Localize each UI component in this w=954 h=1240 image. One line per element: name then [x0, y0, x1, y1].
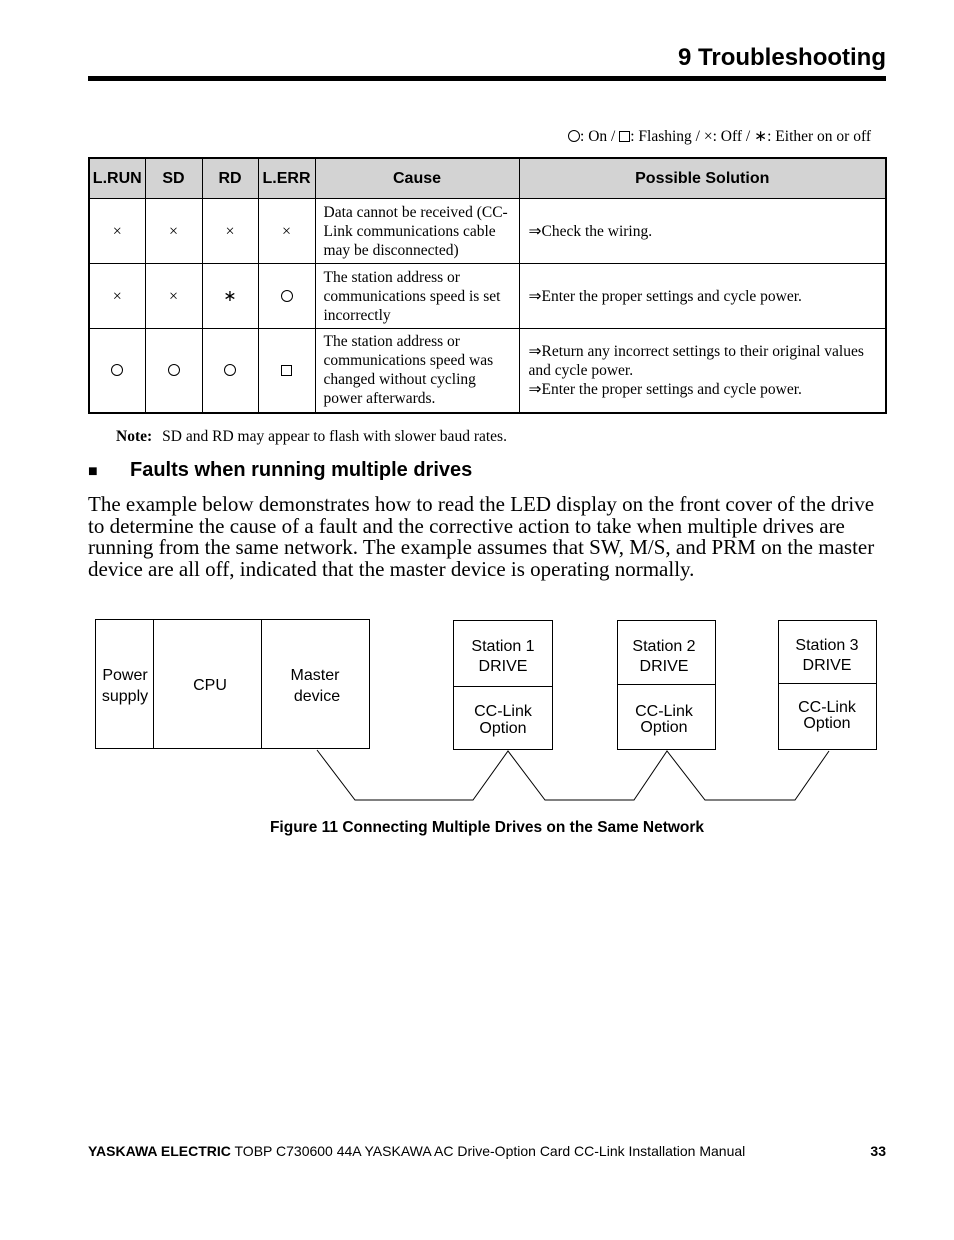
legend-on-label: : On / [580, 128, 620, 145]
note-label: Note: [116, 428, 153, 445]
diagram-label: supply [101, 688, 149, 705]
led-troubleshooting-table [88, 157, 887, 414]
diagram-label: CC-Link [798, 699, 856, 716]
diagram-label: Station 2 [632, 638, 696, 655]
station-2-option [635, 703, 694, 736]
cause-cell: The station address or communications speed was changed without cycling power afterwards. [315, 329, 519, 413]
led-on-symbol [568, 130, 580, 142]
page-title: 9 Troubleshooting [678, 44, 886, 71]
diagram-label: Power [102, 667, 148, 684]
page-number: 33 [870, 1143, 886, 1159]
led-state-cell [258, 264, 315, 329]
table-row [89, 264, 886, 329]
led-off-symbol: × [112, 222, 122, 240]
led-on-symbol [224, 364, 236, 376]
legend-either-label: : Either on or off [767, 128, 871, 145]
diagram-label: CPU [193, 677, 227, 694]
footer-brand: YASKAWA ELECTRIC [88, 1143, 231, 1159]
column-header-lrun: L.RUN [89, 158, 145, 199]
section-heading [88, 459, 472, 482]
section-heading-text: Faults when running multiple drives [130, 459, 473, 481]
figure-caption: Figure 11 Connecting Multiple Drives on the Same Network [269, 819, 705, 836]
table-header-row [89, 158, 886, 199]
column-header-rd: RD [202, 158, 258, 199]
section-body-paragraph: The example below demonstrates how to read the LED display on the front cover of the drive to determine the cause of a fault and the corrective action to take when multiple drives are running from the same network. The example assumes that SW, M/S, and PRM on the master device are all off, indicated that the master device is operating normally. [88, 492, 875, 581]
station-1-option [474, 703, 533, 737]
diagram-label: Station 3 [795, 637, 859, 654]
diagram-label: DRIVE [639, 658, 689, 675]
note-text: SD and RD may appear to flash with slower baud rates. [162, 428, 507, 445]
master-block-master-device [291, 667, 341, 705]
led-state-cell [89, 264, 145, 329]
led-state-cell [145, 199, 202, 264]
led-either-symbol: ∗ [754, 128, 768, 145]
led-legend [568, 127, 871, 146]
page-footer [88, 1143, 886, 1159]
diagram-label: DRIVE [802, 657, 852, 674]
station-3-title [795, 637, 858, 674]
diagram-label: Master [290, 667, 340, 684]
table-row [89, 199, 886, 264]
solution-cell [519, 264, 886, 329]
footer-document-title: TOBP C730600 44A YASKAWA AC Drive-Option Card CC-Link Installation Manual [230, 1143, 746, 1159]
solution-step: ⇒Check the wiring. [528, 222, 653, 240]
led-state-cell [258, 199, 315, 264]
diagram-label: Station 1 [471, 638, 535, 655]
station-1-title [471, 638, 534, 675]
led-state-cell [89, 329, 145, 413]
legend-off-label: : Off / [712, 128, 755, 145]
legend-flashing-label: : Flashing / [630, 128, 704, 145]
led-state-cell [258, 329, 315, 413]
master-station-frame [96, 620, 370, 749]
header-rule [88, 76, 886, 81]
led-flashing-symbol [281, 365, 292, 376]
solution-step: ⇒Enter the proper settings and cycle power. [528, 287, 802, 305]
diagram-label: device [293, 688, 341, 705]
diagram-label: DRIVE [478, 658, 528, 675]
led-off-symbol: × [703, 128, 713, 145]
solution-cell [519, 199, 886, 264]
table-note [116, 428, 507, 446]
led-off-symbol: × [112, 287, 122, 305]
solution-step: ⇒Return any incorrect settings to their original values and cycle power. [528, 342, 864, 379]
column-header-lerr: L.ERR [258, 158, 315, 199]
square-bullet-icon: ■ [88, 463, 98, 480]
led-state-cell [145, 264, 202, 329]
diagram-label: CC-Link [635, 703, 693, 720]
led-state-cell [202, 329, 258, 413]
diagram-label: Option [479, 720, 527, 737]
led-flashing-symbol [619, 131, 630, 142]
led-state-cell [202, 264, 258, 329]
led-state-cell [202, 199, 258, 264]
cause-cell: Data cannot be received (CC-Link communications cable may be disconnected) [315, 199, 519, 264]
column-header-cause: Cause [315, 158, 519, 199]
master-block-power-supply [102, 667, 148, 705]
diagram-label: CC-Link [474, 703, 532, 720]
led-state-cell [145, 329, 202, 413]
led-either-symbol: ∗ [223, 287, 237, 305]
led-on-symbol [281, 290, 293, 302]
led-on-symbol [111, 364, 123, 376]
cause-cell: The station address or communications speed is set incorrectly [315, 264, 519, 329]
diagram-label: Option [640, 719, 688, 736]
led-off-symbol: × [225, 222, 235, 240]
table-row [89, 329, 886, 413]
column-header-sd: SD [145, 158, 202, 199]
led-off-symbol: × [168, 287, 179, 305]
solution-cell [519, 329, 886, 413]
led-state-cell [89, 199, 145, 264]
column-header-solution: Possible Solution [519, 158, 886, 199]
master-block-cpu [193, 677, 227, 694]
diagram-label: Option [803, 715, 851, 732]
network-diagram [0, 600, 954, 810]
led-on-symbol [168, 364, 180, 376]
station-2-title [632, 638, 695, 675]
cc-link-network-cable [317, 750, 829, 800]
led-off-symbol: × [168, 222, 179, 240]
station-3-option [798, 699, 857, 732]
led-off-symbol: × [281, 222, 292, 240]
solution-step: ⇒Enter the proper settings and cycle power. [528, 380, 802, 398]
